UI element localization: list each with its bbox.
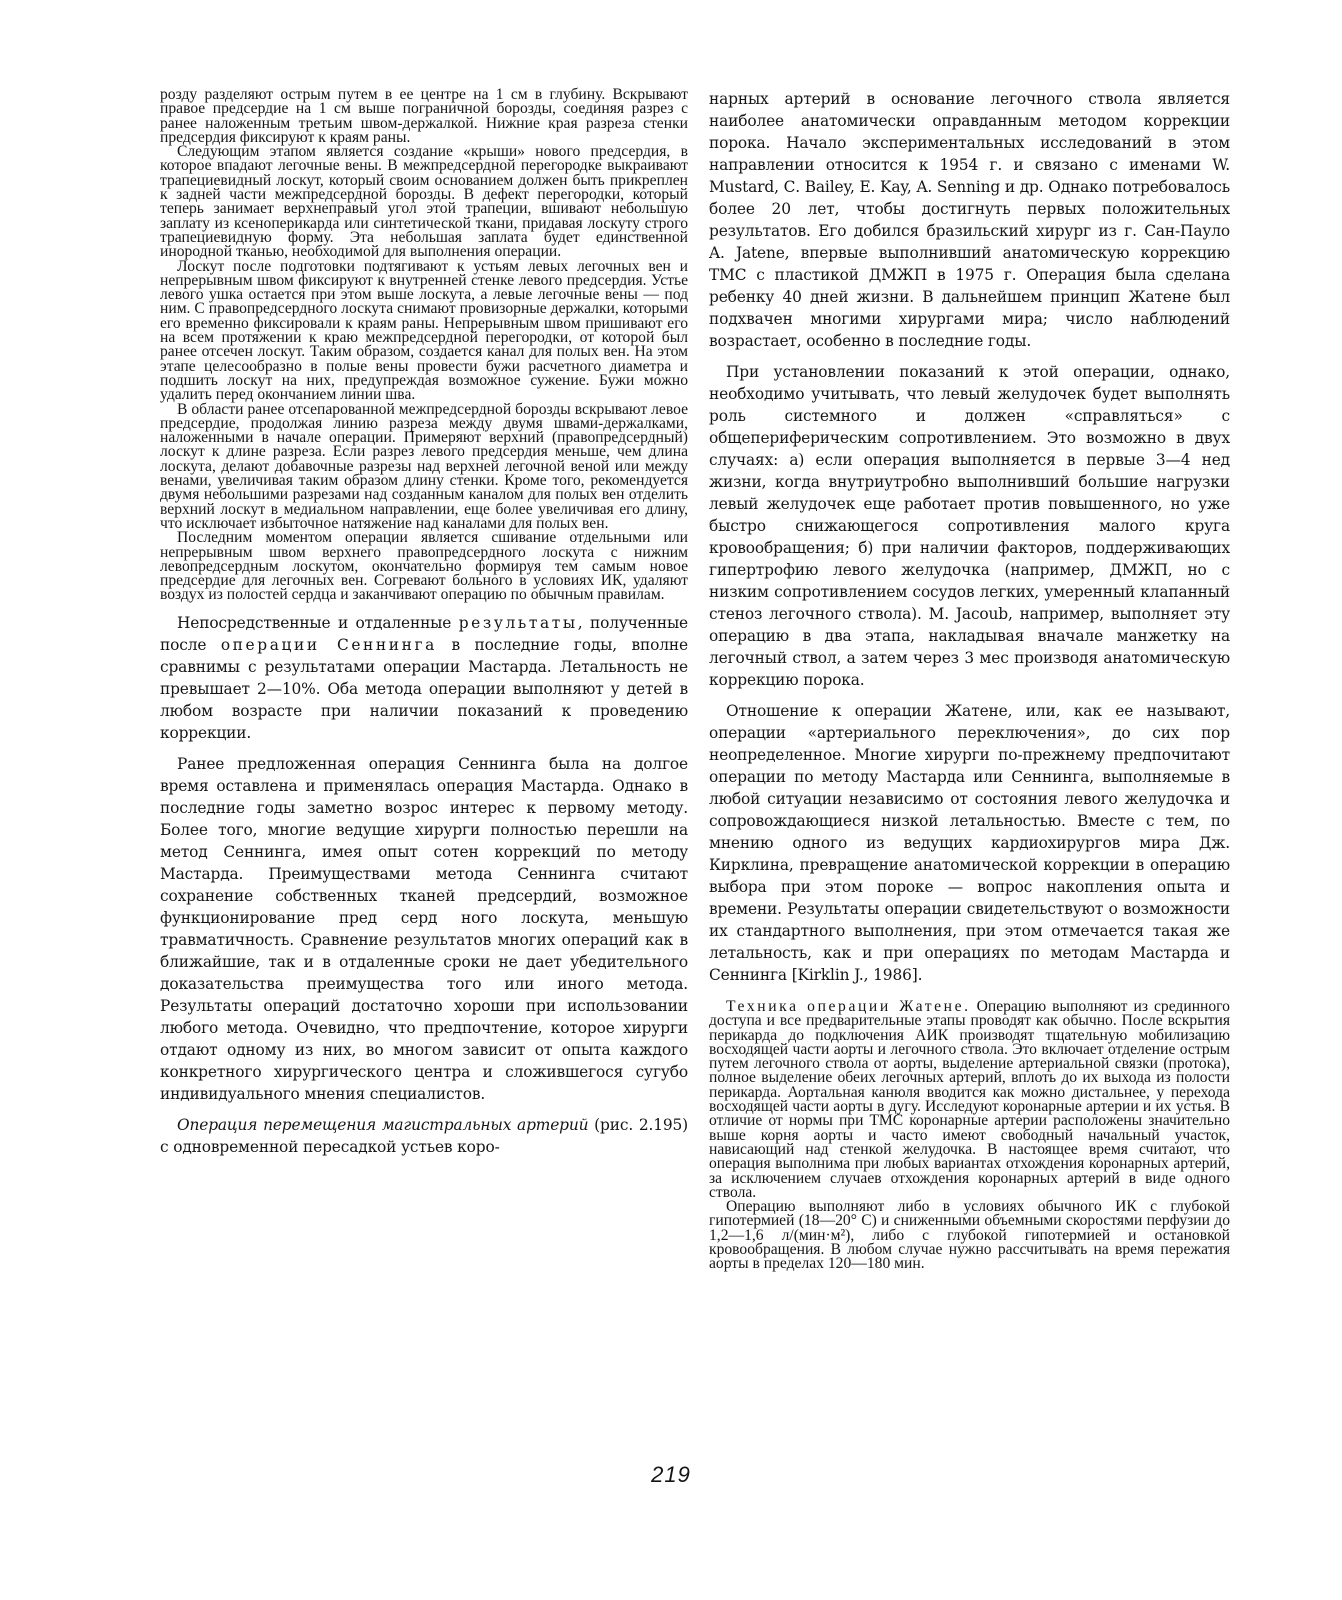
technique-text: Операцию выполняют из срединного доступа и все предварительные этапы проводят как обычно. После вскрытия перикарда до подключения АИК производят тщательную мобилизацию восходящей части аорты и легочного ствола. Это включает отделение острым путем легочного ствола от аорты, выделение артериальной связки (протока), полное выделение обеих легочных артерий, вплоть до их выхода из полости перикарда. Аортальная канюля вводится как можно дистальнее, у перехода восходящей части аорты в дугу. Исследуют коронарные артерии и их устья. В отличие от нормы при ТМС коронарные артерии расположены значительно выше корня аорты и часто имеют свободный начальный участок, нависающий над стенкой желудочка. В настоящее время считают, что операция выполнима при любых вариантах отхождения коронарных артерий, за исключением случаев отхождения коронарных артерий в виде одного ствола. <box>709 998 1230 1201</box>
senning-spaced-term: операции Сеннинга <box>220 635 437 654</box>
technique-spaced-heading: Техника операции Жатене. <box>726 998 971 1015</box>
left-column <box>160 88 688 1158</box>
jatene-intro-text: (рис. 2.195) с одновременной пересадкой устьев коро- <box>160 1115 689 1156</box>
results-mid-text: , полученные после <box>160 613 688 654</box>
results-spaced-term: результаты <box>458 613 578 632</box>
jatene-heading-italic: Операция перемещения магистральных артерий <box>177 1115 589 1134</box>
right-column <box>709 88 1230 1272</box>
left-paragraph-3: Лоскут после подготовки подтягивают к устьям левых легочных вен и непрерывным швом фиксируют к внутренней стенке левого предсердия. Устье левого ушка остается при этом выше лоскута, а левые легочные вены — под ним. С правопредсердного лоскута снимают провизорные держалки, которыми его временно фиксировали к краям раны. Непрерывным швом пришивают его на всем протяжении к краю межпредсердной перегородки, от которой был ранее отсечен лоскут. Таким образом, создается канал для полых вен. На этом этапе целесообразно в полые вены провести бужи расчетного диаметра и подшить лоскут на них, предупреждая возможное сужение. Бужи можно удалить перед окончанием линии шва. <box>160 257 688 404</box>
right-paragraph-4 <box>709 1000 1230 1200</box>
left-paragraph-4: В области ранее отсепарованной межпредсердной борозды вскрывают левое предсердие, продолжая линию разреза между двумя швами-держалками, наложенными в начале операции. Примеряют верхний (правопредсердный) лоскут к длине разреза. Если разрез левого предсердия меньше, чем длина лоскута, делают добавочные разрезы над верхней легочной веной или между венами, увеличивая таким образом длину стенки. Кроме того, рекомендуется двумя небольшими разрезами над созданным каналом для полых вен отделить верхний лоскут в медиальном направлении, еще более увеличивая его длину, что исключает избыточное натяжение над каналами для полых вен. <box>160 400 688 532</box>
right-paragraph-3: Отношение к операции Жатене, или, как ее называют, операции «артериального переключения», до сих пор неопределенное. Многие хирурги по-прежнему предпочитают операции по методу Мастарда или Сеннинга, выполняемые в любой ситуации независимо от состояния левого желудочка и сопровождающиеся низкой летальностью. Вместе с тем, по мнению одного из ведущих кардиохирургов мира Дж. Кирклина, превращение анатомической коррекции в операцию выбора при этом пороке — вопрос накопления опыта и времени. Результаты операции свидетельствуют о возможности их стандартного выполнения, при этом отмечается такая же летальность, как и при операциях по методам Мастарда и Сеннинга [Kirklin J., 1986]. <box>709 702 1230 984</box>
results-rest-text: в последние годы, вполне сравнимы с результатами операции Мастарда. Летальность не превышает 2—10%. Оба метода операции выполняют у детей в любом возрасте при наличии показаний к проведению коррекции. <box>160 635 688 742</box>
page-number: 219 <box>651 1462 691 1487</box>
right-paragraph-1: нарных артерий в основание легочного ствола является наиболее анатомически оправданным методом коррекции порока. Начало экспериментальных исследований в этом направлении относится к 1954 г. и связано с именами W. Mustard, С. Bailey, E. Kay, A. Senning и др. Однако потребовалось более 20 лет, чтобы достигнуть первых положительных результатов. Его добился бразильский хирург из г. Сан-Пауло A. Jatene, впервые выполнивший анатомическую коррекцию ТМС с пластикой ДМЖП в 1975 г. Операция была сделана ребенку 40 дней жизни. В дальнейшем принцип Жатене был подхвачен многими хирургами мира; число наблюдений возрастает, особенно в последние годы. <box>709 90 1230 350</box>
right-paragraph-2: При установлении показаний к этой операции, однако, необходимо учитывать, что левый желудочек будет выполнять роль системного и должен «справляться» с общепериферическим сопротивлением. Это возможно в двух случаях: а) если операция выполняется в первые 3—4 нед жизни, когда внутриутробно выполнивший большие нагрузки левый желудочек еще работает против повышенного, но уже быстро снижающегося сопротивления малого круга кровообращения; б) при наличии факторов, поддерживающих гипертрофию левого желудочка (например, ДМЖП, но с низким сопротивлением сосудов легких, умеренный клапанный стеноз легочного ствола). M. Jacoub, например, выполняет эту операцию в два этапа, накладывая вначале манжетку на легочный ствол, а затем через 3 мес производя анатомическую коррекцию порока. <box>709 363 1230 689</box>
results-lead-text: Непосредственные и отдаленные <box>177 613 459 632</box>
left-paragraph-2: Следующим этапом является создание «крыши» нового предсердия, в которое впадают легочные вены. В межпредсердной перегородке выкраивают трапециевидный лоскут, который своим основанием должен быть прикреплен к задней части межпредсердной борозды. В дефект перегородки, который теперь занимает верхнеправый угол этой трапеции, вшивают небольшую заплату из ксеноперикарда или синтетической ткани, придавая лоскуту строго трапециевидную форму. Эта небольшая заплата будет единственной инородной тканью, необходимой для выполнения операции. <box>160 143 688 261</box>
left-paragraph-1: розду разделяют острым путем в ее центре на 1 см в глубину. Вскрывают правое предсердие на 1 см выше пограничной борозды, соединяя разрез с ранее наложенным третьим швом-держалкой. Нижние края разреза стенки предсердия фиксируют к краям раны. <box>160 86 688 146</box>
left-paragraph-7: Ранее предложенная операция Сеннинга была на долгое время оставлена и применялась операция Мастарда. Однако в последние годы заметно возрос интерес к первому методу. Более того, многие ведущие хирурги полностью перешли на метод Сеннинга, имея опыт сотен коррекций по методу Мастарда. Преимуществами метода Сеннинга считают сохранение собственных тканей предсердий, возможное функционирование пред серд ного лоскута, меньшую травматичность. Сравнение результатов многих операций как в ближайшие, так и в отдаленные сроки не дает убедительного доказательства преимущества того или иного метода. Результаты операций достаточно хороши при использовании любого метода. Очевидно, что предпочтение, которое хирурги отдают одному из них, во многом зависит от опыта каждого конкретного хирургического центра и сложившегося сугубо индивидуального мнения специалистов. <box>160 754 688 1103</box>
right-paragraph-5: Операцию выполняют либо в условиях обычного ИК с глубокой гипотермией (18—20° С) и сниженными объемными скоростями перфузии до 1,2—1,6 л/(мин·м²), либо с глубокой гипотермией и остановкой кровообращения. В любом случае нужно рассчитывать на время пережатия аорты в пределах 120—180 мин. <box>709 1198 1230 1273</box>
left-paragraph-6 <box>160 612 688 744</box>
left-paragraph-5: Последним моментом операции является сшивание отдельными или непрерывным швом верхнего правопредсердного лоскута с нижним левопредсердным лоскутом, окончательно формируя тем самым новое предсердие для легочных вен. Согревают больного в условиях ИК, удаляют воздух из полостей сердца и заканчивают операцию по обычным правилам. <box>160 529 688 604</box>
left-paragraph-8 <box>160 1114 688 1158</box>
